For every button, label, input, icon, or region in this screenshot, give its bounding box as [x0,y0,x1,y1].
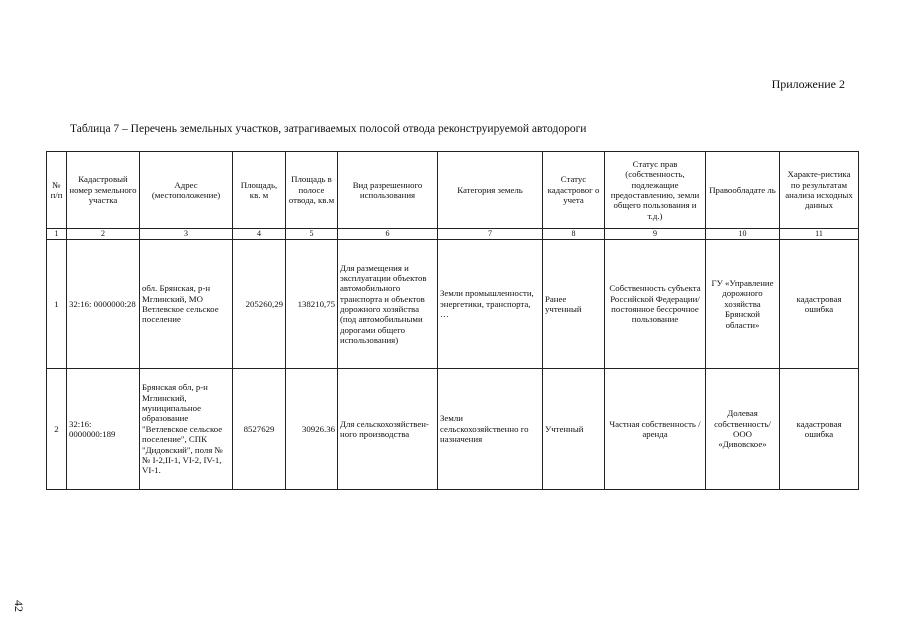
owner-cell: ГУ «Управление дорожного хозяйства Брянской области» [706,240,780,369]
column-numbers-row [47,229,859,240]
page-number: 42 [12,600,26,612]
header-cell: № п/п [47,152,67,229]
address-cell: Брянская обл, р-н Мглинский, муниципальное образование "Ветлевское сельское поселение", СПК "Дидовский", поля №№ I-2,II-1, VI-2, IV-1, VI-1. [140,369,233,490]
analysis-cell: кадастровая ошибка [780,369,859,490]
column-number: 1 [47,229,67,240]
cadastral-status-cell: Ранее учтенный [543,240,605,369]
table-caption: Таблица 7 – Перечень земельных участков, затрагиваемых полосой отвода реконструируемой автодороги [70,123,587,135]
column-number: 5 [286,229,338,240]
header-cell: Категория земель [438,152,543,229]
column-number: 8 [543,229,605,240]
row-number: 1 [47,240,67,369]
area-cell: 8527629 [233,369,286,490]
header-cell: Вид разрешенного использования [338,152,438,229]
header-cell: Адрес (местоположение) [140,152,233,229]
column-number: 4 [233,229,286,240]
column-number: 3 [140,229,233,240]
area-cell: 205260,29 [233,240,286,369]
address-cell: обл. Брянская, р-н Мглинский, МО Ветлевское сельское поселение [140,240,233,369]
land-plots-table [46,151,859,490]
column-number: 7 [438,229,543,240]
cadastral-status-cell: Учтенный [543,369,605,490]
rights-status-cell: Собственность субъекта Российской Федерации/ постоянное бессрочное пользование [605,240,706,369]
analysis-cell: кадастровая ошибка [780,240,859,369]
column-number: 9 [605,229,706,240]
column-number: 10 [706,229,780,240]
land-category-cell: Земли промышленности, энергетики, транспорта, … [438,240,543,369]
table-row [47,240,859,369]
area-strip-cell: 30926.36 [286,369,338,490]
header-cell: Площадь, кв. м [233,152,286,229]
rights-status-cell: Частная собственность /аренда [605,369,706,490]
cadastral-number: 32:16: 0000000:28 [67,240,140,369]
column-number: 11 [780,229,859,240]
column-number: 2 [67,229,140,240]
permitted-use-cell: Для размещения и эксплуатации объектов автомобильного транспорта и объектов дорожного хозяйства (под автомобильными дорогами общего использования) [338,240,438,369]
table-row [47,369,859,490]
area-strip-cell: 138210,75 [286,240,338,369]
header-cell: Правообладате ль [706,152,780,229]
owner-cell: Долевая собственность/ ООО «Дивовское» [706,369,780,490]
header-cell: Площадь в полосе отвода, кв.м [286,152,338,229]
column-number: 6 [338,229,438,240]
cadastral-number: 32:16: 0000000:189 [67,369,140,490]
header-cell: Характе-ристика по результатам анализа исходных данных [780,152,859,229]
permitted-use-cell: Для сельскохозяйствен-ного производства [338,369,438,490]
table-header-row [47,152,859,229]
header-cell: Статус прав (собственность, подлежащие предоставлению, земли общего пользования и т.д.) [605,152,706,229]
row-number: 2 [47,369,67,490]
land-category-cell: Земли сельскохозяйственно го назначения [438,369,543,490]
header-cell: Статус кадастровог о учета [543,152,605,229]
appendix-label: Приложение 2 [771,77,845,91]
header-cell: Кадастровый номер земельного участка [67,152,140,229]
